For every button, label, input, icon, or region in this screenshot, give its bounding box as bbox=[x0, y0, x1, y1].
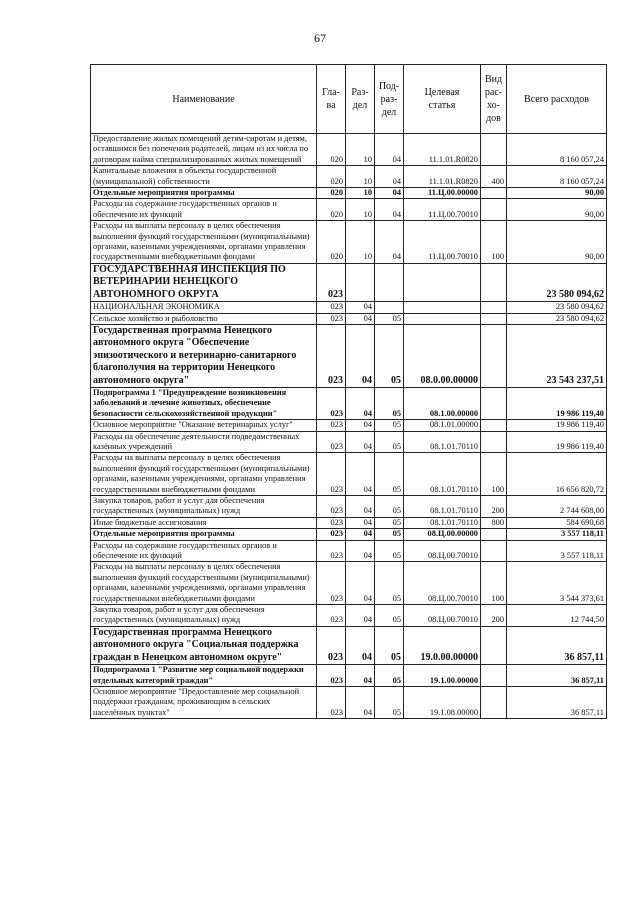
cell-section: 04 bbox=[346, 324, 375, 387]
cell-expense-type bbox=[481, 686, 507, 718]
cell-chapter: 023 bbox=[317, 263, 346, 301]
cell-chapter: 023 bbox=[317, 324, 346, 387]
cell-expense-type bbox=[481, 302, 507, 313]
cell-section: 04 bbox=[346, 626, 375, 664]
cell-subsection: 05 bbox=[375, 665, 404, 687]
cell-target: 11.Ц.00.70010 bbox=[404, 199, 481, 221]
cell-total: 12 744,50 bbox=[507, 605, 607, 627]
cell-target: 11.Ц.00.00000 bbox=[404, 188, 481, 199]
cell-chapter: 023 bbox=[317, 626, 346, 664]
cell-target: 08.1.01.70110 bbox=[404, 431, 481, 453]
table-row bbox=[91, 221, 607, 264]
cell-name: ГОСУДАРСТВЕННАЯ ИНСПЕКЦИЯ ПО ВЕТЕРИНАРИИ НЕНЕЦКОГО АВТОНОМНОГО ОКРУГА bbox=[91, 263, 317, 301]
cell-subsection bbox=[375, 302, 404, 313]
header-target: Целевая статья bbox=[404, 65, 481, 134]
cell-subsection: 05 bbox=[375, 324, 404, 387]
table-row bbox=[91, 166, 607, 188]
cell-chapter: 023 bbox=[317, 562, 346, 605]
cell-total: 8 160 057,24 bbox=[507, 134, 607, 166]
table-row bbox=[91, 302, 607, 313]
cell-name: Подпрограмма 1 "Предупреждение возникновения заболеваний и лечение животных, обеспечение безопасности сельскохозяйственной продукции" bbox=[91, 387, 317, 419]
table-row bbox=[91, 605, 607, 627]
cell-name: Подпрограмма 1 "Развитие мер социальной поддержки отдельных категорий граждан" bbox=[91, 665, 317, 687]
table-row bbox=[91, 387, 607, 419]
header-name: Наименование bbox=[91, 65, 317, 134]
cell-subsection: 05 bbox=[375, 529, 404, 540]
cell-expense-type bbox=[481, 626, 507, 664]
cell-name: Сельское хозяйство и рыболовство bbox=[91, 313, 317, 324]
cell-total: 23 543 237,51 bbox=[507, 324, 607, 387]
table-row bbox=[91, 686, 607, 718]
cell-total: 90,00 bbox=[507, 188, 607, 199]
table-header-row bbox=[91, 65, 607, 134]
cell-total: 19 986 119,40 bbox=[507, 420, 607, 431]
cell-subsection: 05 bbox=[375, 313, 404, 324]
table-row bbox=[91, 420, 607, 431]
cell-section: 10 bbox=[346, 134, 375, 166]
cell-target: 08.1.00.00000 bbox=[404, 387, 481, 419]
cell-name: НАЦИОНАЛЬНАЯ ЭКОНОМИКА bbox=[91, 302, 317, 313]
cell-chapter: 023 bbox=[317, 387, 346, 419]
cell-expense-type: 200 bbox=[481, 605, 507, 627]
cell-expense-type bbox=[481, 134, 507, 166]
cell-section: 10 bbox=[346, 166, 375, 188]
cell-total: 90,00 bbox=[507, 199, 607, 221]
cell-section: 04 bbox=[346, 540, 375, 562]
budget-table bbox=[90, 64, 607, 719]
table-row bbox=[91, 562, 607, 605]
cell-target: 19.1.00.00000 bbox=[404, 665, 481, 687]
cell-chapter: 020 bbox=[317, 166, 346, 188]
table-body bbox=[91, 134, 607, 719]
cell-section: 10 bbox=[346, 199, 375, 221]
table-row bbox=[91, 540, 607, 562]
cell-target: 11.1.01.R0820 bbox=[404, 166, 481, 188]
cell-expense-type bbox=[481, 324, 507, 387]
page-number: 67 bbox=[314, 31, 326, 45]
table-row bbox=[91, 188, 607, 199]
cell-chapter: 023 bbox=[317, 605, 346, 627]
cell-target: 08.Ц.00.70010 bbox=[404, 562, 481, 605]
cell-total: 2 744 608,00 bbox=[507, 496, 607, 518]
table-row bbox=[91, 665, 607, 687]
cell-name: Отдельные мероприятия программы bbox=[91, 188, 317, 199]
cell-subsection: 05 bbox=[375, 420, 404, 431]
cell-target: 08.1.01.70110 bbox=[404, 517, 481, 528]
cell-expense-type bbox=[481, 529, 507, 540]
cell-total: 584 690,68 bbox=[507, 517, 607, 528]
cell-target: 11.1.01.R0820 bbox=[404, 134, 481, 166]
cell-name: Расходы на выплаты персоналу в целях обеспечения выполнения функций государственными (муниципальными) органами, казенными учреждениями, органами управления государственными внебюджетными фондами bbox=[91, 562, 317, 605]
cell-subsection: 04 bbox=[375, 134, 404, 166]
cell-subsection: 04 bbox=[375, 199, 404, 221]
cell-name: Расходы на содержание государственных органов и обеспечение их функций bbox=[91, 540, 317, 562]
cell-name: Капитальные вложения в объекты государственной (муниципальной) собственности bbox=[91, 166, 317, 188]
cell-name: Иные бюджетные ассигнования bbox=[91, 517, 317, 528]
cell-subsection: 05 bbox=[375, 517, 404, 528]
cell-name: Расходы на выплаты персоналу в целях обеспечения выполнения функций государственными (муниципальными) органами, казенными учреждениями, органами управления государственными внебюджетными фондами bbox=[91, 221, 317, 264]
header-expense-type: Вид рас- хо- дов bbox=[481, 65, 507, 134]
header-subsection: Под- раз- дел bbox=[375, 65, 404, 134]
cell-expense-type bbox=[481, 188, 507, 199]
cell-target: 19.0.00.00000 bbox=[404, 626, 481, 664]
cell-total: 3 544 373,61 bbox=[507, 562, 607, 605]
cell-section: 04 bbox=[346, 313, 375, 324]
cell-section: 04 bbox=[346, 686, 375, 718]
cell-chapter: 020 bbox=[317, 199, 346, 221]
cell-total: 8 160 057,24 bbox=[507, 166, 607, 188]
cell-target: 08.1.01.00000 bbox=[404, 420, 481, 431]
cell-subsection: 05 bbox=[375, 686, 404, 718]
cell-name: Основное мероприятие "Предоставление мер социальной поддержки гражданам, проживающим в сельских населённых пунктах" bbox=[91, 686, 317, 718]
cell-expense-type bbox=[481, 420, 507, 431]
cell-target: 08.0.00.00000 bbox=[404, 324, 481, 387]
cell-name: Закупка товаров, работ и услуг для обеспечения государственных (муниципальных) нужд bbox=[91, 605, 317, 627]
cell-target: 08.1.01.70110 bbox=[404, 496, 481, 518]
cell-section: 04 bbox=[346, 496, 375, 518]
cell-subsection: 04 bbox=[375, 188, 404, 199]
cell-target: 08.Ц.00.70010 bbox=[404, 540, 481, 562]
cell-subsection: 04 bbox=[375, 166, 404, 188]
cell-section: 04 bbox=[346, 517, 375, 528]
cell-expense-type: 100 bbox=[481, 453, 507, 496]
cell-expense-type bbox=[481, 540, 507, 562]
cell-section: 04 bbox=[346, 605, 375, 627]
cell-name: Основное мероприятие "Оказание ветеринарных услуг" bbox=[91, 420, 317, 431]
cell-name: Расходы на содержание государственных органов и обеспечение их функций bbox=[91, 199, 317, 221]
cell-subsection: 05 bbox=[375, 626, 404, 664]
cell-target bbox=[404, 313, 481, 324]
cell-expense-type bbox=[481, 313, 507, 324]
table-row bbox=[91, 431, 607, 453]
cell-section bbox=[346, 263, 375, 301]
cell-target: 08.Ц.00.00000 bbox=[404, 529, 481, 540]
cell-subsection: 04 bbox=[375, 221, 404, 264]
cell-chapter: 020 bbox=[317, 221, 346, 264]
cell-chapter: 023 bbox=[317, 302, 346, 313]
cell-name: Отдельные мероприятия программы bbox=[91, 529, 317, 540]
table-row bbox=[91, 313, 607, 324]
cell-subsection: 05 bbox=[375, 540, 404, 562]
cell-chapter: 020 bbox=[317, 188, 346, 199]
cell-chapter: 023 bbox=[317, 313, 346, 324]
cell-chapter: 023 bbox=[317, 496, 346, 518]
cell-total: 36 857,11 bbox=[507, 686, 607, 718]
cell-total: 19 986 119,40 bbox=[507, 387, 607, 419]
header-total: Всего расходов bbox=[507, 65, 607, 134]
table-row bbox=[91, 529, 607, 540]
cell-expense-type bbox=[481, 665, 507, 687]
cell-total: 23 580 094,62 bbox=[507, 263, 607, 301]
cell-chapter: 023 bbox=[317, 453, 346, 496]
cell-expense-type bbox=[481, 263, 507, 301]
cell-expense-type: 100 bbox=[481, 221, 507, 264]
cell-total: 36 857,11 bbox=[507, 665, 607, 687]
cell-chapter: 020 bbox=[317, 134, 346, 166]
cell-name: Расходы на обеспечение деятельности подведомственных казённых учреждений bbox=[91, 431, 317, 453]
cell-chapter: 023 bbox=[317, 686, 346, 718]
table-row bbox=[91, 134, 607, 166]
table-row bbox=[91, 626, 607, 664]
cell-subsection: 05 bbox=[375, 562, 404, 605]
table-row bbox=[91, 324, 607, 387]
cell-section: 04 bbox=[346, 453, 375, 496]
cell-section: 04 bbox=[346, 420, 375, 431]
cell-chapter: 023 bbox=[317, 431, 346, 453]
cell-subsection: 05 bbox=[375, 605, 404, 627]
cell-total: 3 557 118,11 bbox=[507, 540, 607, 562]
cell-subsection bbox=[375, 263, 404, 301]
cell-total: 3 557 118,11 bbox=[507, 529, 607, 540]
cell-subsection: 05 bbox=[375, 431, 404, 453]
cell-subsection: 05 bbox=[375, 496, 404, 518]
cell-total: 90,00 bbox=[507, 221, 607, 264]
cell-subsection: 05 bbox=[375, 453, 404, 496]
cell-section: 10 bbox=[346, 221, 375, 264]
cell-target: 08.1.01.70110 bbox=[404, 453, 481, 496]
cell-section: 04 bbox=[346, 387, 375, 419]
cell-expense-type: 200 bbox=[481, 496, 507, 518]
header-section: Раз- дел bbox=[346, 65, 375, 134]
cell-expense-type: 400 bbox=[481, 166, 507, 188]
cell-name: Государственная программа Ненецкого автономного округа "Обеспечение эпизоотического и ветеринарно-санитарного благополучия на территории Ненецкого автономного округа" bbox=[91, 324, 317, 387]
cell-target bbox=[404, 302, 481, 313]
cell-expense-type bbox=[481, 431, 507, 453]
table-row bbox=[91, 263, 607, 301]
table-row bbox=[91, 453, 607, 496]
cell-name: Расходы на выплаты персоналу в целях обеспечения выполнения функций государственными (муниципальными) органами, казенными учреждениями, органами управления государственными внебюджетными фондами bbox=[91, 453, 317, 496]
table-row bbox=[91, 517, 607, 528]
cell-chapter: 023 bbox=[317, 540, 346, 562]
cell-section: 04 bbox=[346, 562, 375, 605]
cell-target: 08.Ц.00.70010 bbox=[404, 605, 481, 627]
cell-target: 19.1.08.00000 bbox=[404, 686, 481, 718]
cell-section: 04 bbox=[346, 431, 375, 453]
cell-target: 11.Ц.00.70010 bbox=[404, 221, 481, 264]
cell-chapter: 023 bbox=[317, 665, 346, 687]
cell-expense-type bbox=[481, 199, 507, 221]
header-chapter: Гла- ва bbox=[317, 65, 346, 134]
cell-total: 23 580 094,62 bbox=[507, 313, 607, 324]
cell-total: 19 986 119,40 bbox=[507, 431, 607, 453]
cell-name: Государственная программа Ненецкого автономного округа "Социальная поддержка граждан в Ненецком автономном округе" bbox=[91, 626, 317, 664]
cell-target bbox=[404, 263, 481, 301]
cell-expense-type: 800 bbox=[481, 517, 507, 528]
cell-name: Предоставление жилых помещений детям-сиротам и детям, оставшимся без попечения родителей, лицам из их числа по договорам найма специализированных жилых помещений bbox=[91, 134, 317, 166]
cell-total: 16 656 820,72 bbox=[507, 453, 607, 496]
cell-expense-type bbox=[481, 387, 507, 419]
cell-total: 23 580 094,62 bbox=[507, 302, 607, 313]
cell-section: 10 bbox=[346, 188, 375, 199]
cell-expense-type: 100 bbox=[481, 562, 507, 605]
cell-total: 36 857,11 bbox=[507, 626, 607, 664]
cell-chapter: 023 bbox=[317, 517, 346, 528]
cell-subsection: 05 bbox=[375, 387, 404, 419]
cell-chapter: 023 bbox=[317, 529, 346, 540]
cell-chapter: 023 bbox=[317, 420, 346, 431]
table-row bbox=[91, 199, 607, 221]
cell-section: 04 bbox=[346, 302, 375, 313]
table-row bbox=[91, 496, 607, 518]
cell-section: 04 bbox=[346, 529, 375, 540]
cell-name: Закупка товаров, работ и услуг для обеспечения государственных (муниципальных) нужд bbox=[91, 496, 317, 518]
cell-section: 04 bbox=[346, 665, 375, 687]
